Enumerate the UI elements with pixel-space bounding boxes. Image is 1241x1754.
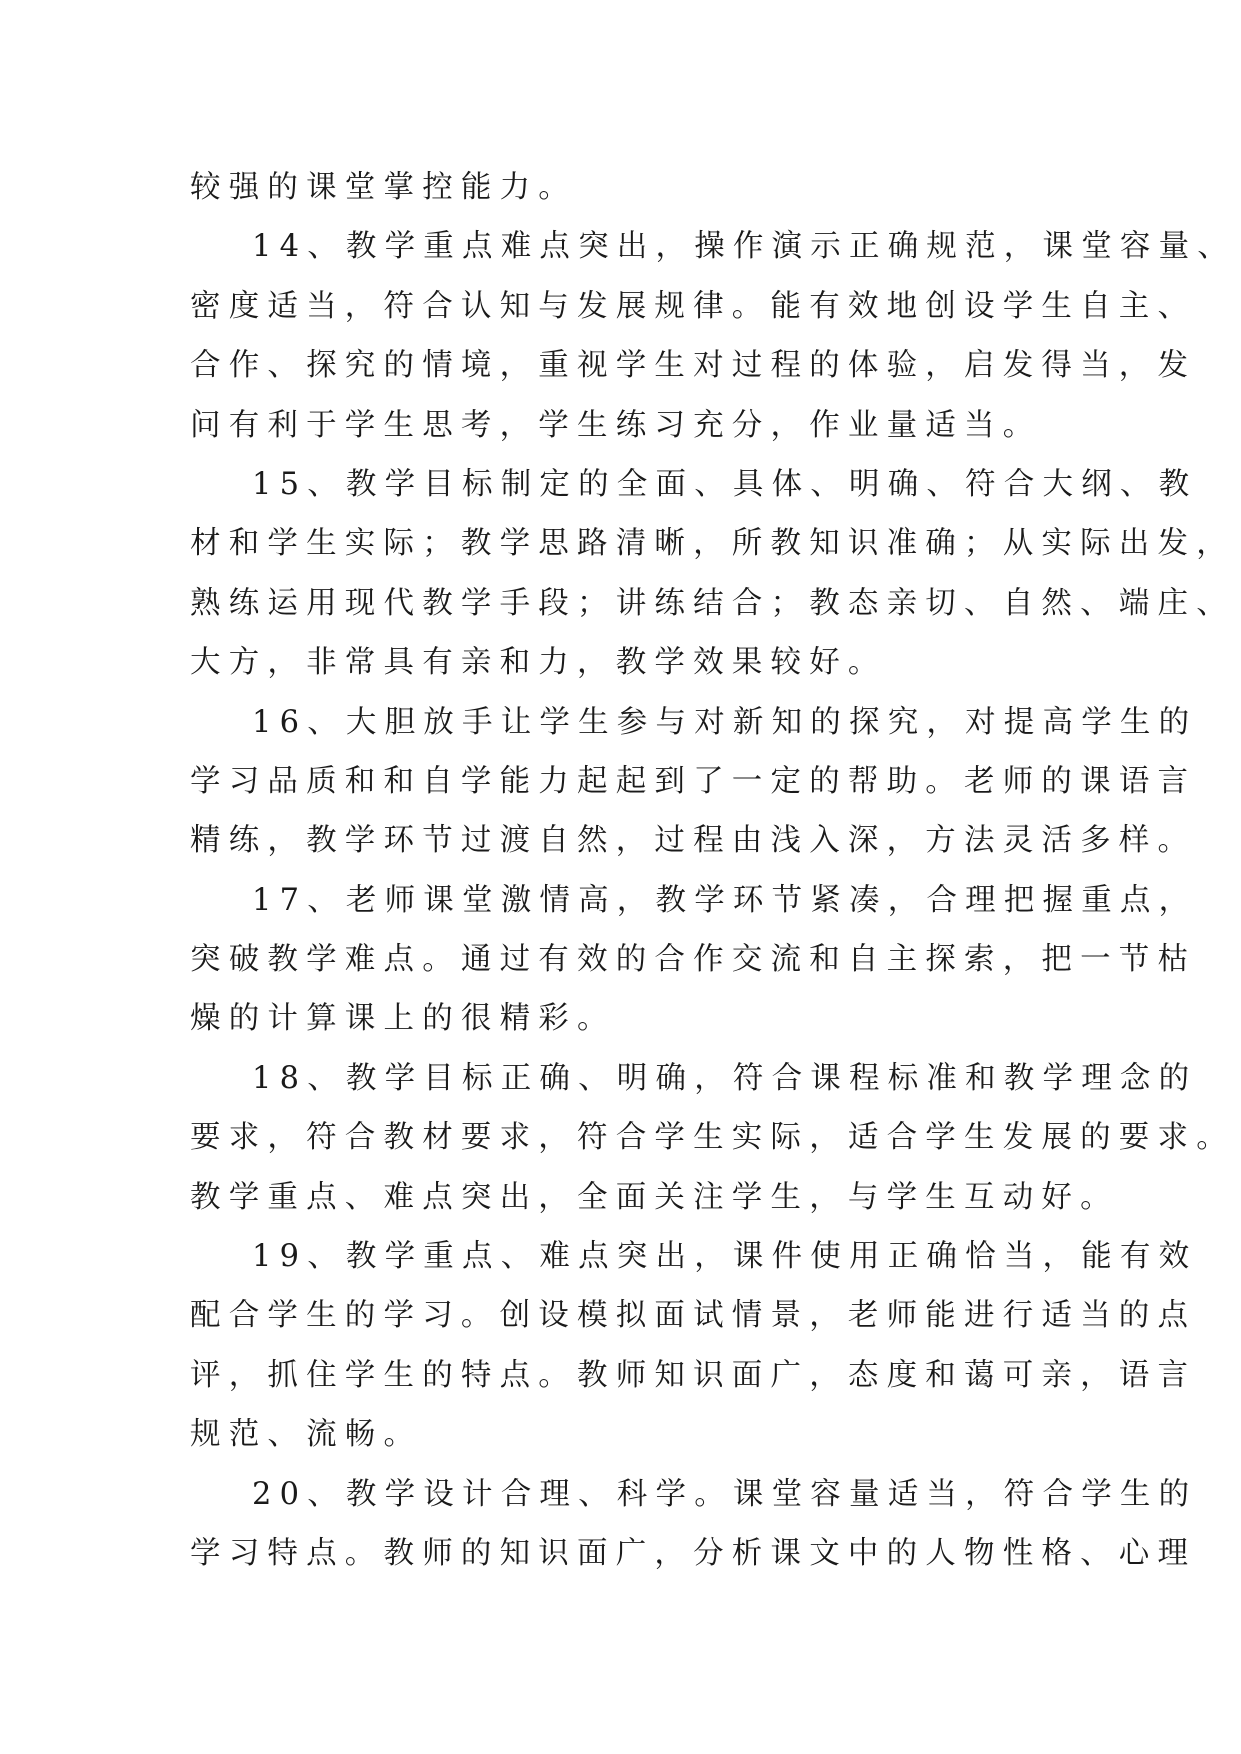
text-line: 教学重点、难点突出，全面关注学生，与学生互动好。 <box>190 1179 1119 1215</box>
item-17-line: 17、老师课堂激情高，教学环节紧凑，合理把握重点， <box>252 882 1198 918</box>
item-16-line: 16、大胆放手让学生参与对新知的探究，对提高学生的 <box>252 704 1198 740</box>
text-line: 要求，符合教材要求，符合学生实际，适合学生发展的要求。 <box>190 1120 1235 1156</box>
text-line: 评，抓住学生的特点。教师知识面广，态度和蔼可亲，语言 <box>190 1357 1197 1393</box>
text-line: 突破教学难点。通过有效的合作交流和自主探索，把一节枯 <box>190 942 1197 978</box>
item-18-line: 18、教学目标正确、明确，符合课程标准和教学理念的 <box>252 1060 1198 1096</box>
text-line: 学习特点。教师的知识面广，分析课文中的人物性格、心理 <box>190 1535 1197 1571</box>
item-14-line: 14、教学重点难点突出，操作演示正确规范，课堂容量、 <box>252 229 1237 265</box>
text-line: 精练，教学环节过渡自然，过程由浅入深，方法灵活多样。 <box>190 823 1197 859</box>
text-line: 熟练运用现代教学手段；讲练结合；教态亲切、自然、端庄、 <box>190 585 1235 621</box>
text-line: 密度适当，符合认知与发展规律。能有效地创设学生自主、 <box>190 288 1197 324</box>
text-line: 材和学生实际；教学思路清晰，所教知识准确；从实际出发， <box>190 526 1235 562</box>
text-line: 配合学生的学习。创设模拟面试情景，老师能进行适当的点 <box>190 1298 1197 1334</box>
text-line: 学习品质和和自学能力起起到了一定的帮助。老师的课语言 <box>190 763 1197 799</box>
text-line: 较强的课堂掌控能力。 <box>190 170 577 205</box>
item-20-line: 20、教学设计合理、科学。课堂容量适当，符合学生的 <box>252 1476 1198 1512</box>
document-body <box>190 158 1237 1583</box>
item-15-line: 15、教学目标制定的全面、具体、明确、符合大纲、教 <box>252 466 1198 502</box>
text-line: 问有利于学生思考，学生练习充分，作业量适当。 <box>190 407 1042 443</box>
text-line: 燥的计算课上的很精彩。 <box>190 1001 616 1037</box>
text-line: 合作、探究的情境，重视学生对过程的体验，启发得当，发 <box>190 348 1197 384</box>
text-line: 大方，非常具有亲和力，教学效果较好。 <box>190 645 887 681</box>
item-19-line: 19、教学重点、难点突出，课件使用正确恰当，能有效 <box>252 1239 1198 1275</box>
text-line: 规范、流畅。 <box>190 1417 423 1453</box>
